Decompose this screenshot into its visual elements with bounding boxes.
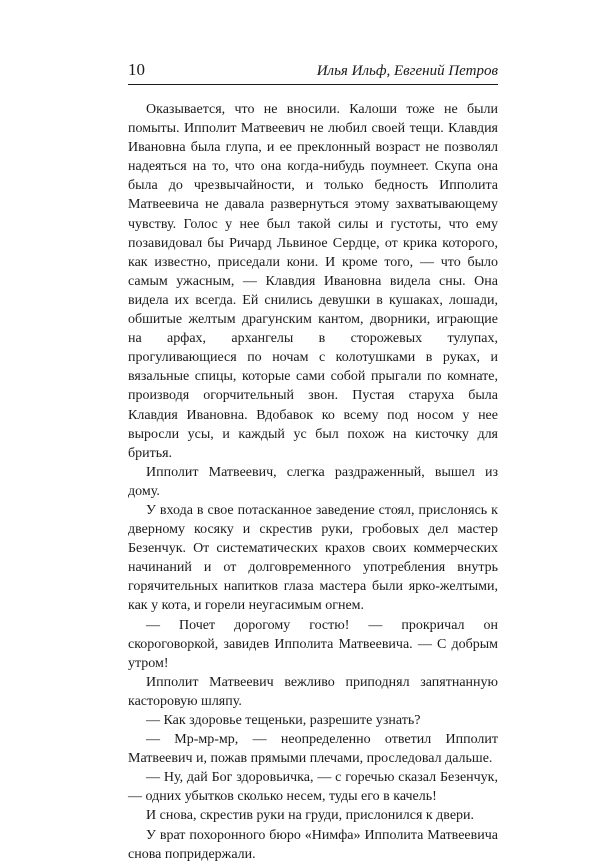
paragraph: И снова, скрестив руки на груди, прислонился к двери. [146, 808, 475, 824]
running-title: Илья Ильф, Евгений Петров [316, 63, 498, 79]
body-text [128, 100, 498, 864]
paragraph: — Ну, дай Бог здоровьичка, — с горечью сказал Безенчук, — одних убытков сколько несем, туды его в качель! [128, 770, 498, 805]
paragraph: Ипполит Матвеевич вежливо приподнял запятнанную касторовую шляпу. [128, 674, 498, 709]
header-rule [128, 84, 498, 85]
page-header [128, 58, 498, 80]
paragraph: — Как здоровье тещеньки, разрешите узнать? [146, 713, 421, 728]
page-number: 10 [128, 60, 145, 79]
paragraph: Ипполит Матвеевич, слегка раздраженный, вышел из дому. [128, 464, 498, 499]
paragraph: У входа в свое потасканное заведение стоял, прислонясь к дверному косяку и скрестив руки, гробовых дел мастер Безенчук. От систематических крахов своих коммерческих начинаний и от долговременного употребления внутрь горячительных напитков глаза мастера были ярко-желтыми, как у кота, и горели неугасимым огнем. [128, 502, 498, 614]
paragraph: У врат похоронного бюро «Нимфа» Ипполита Матвеевича снова попридержали. [128, 827, 498, 862]
paragraph: Оказывается, что не вносили. Калоши тоже не были помыты. Ипполит Матвеевич не любил своей тещи. Клавдия Ивановна была глупа, и ее преклонный возраст не позволял надеяться на то, что она когда-нибудь поумнеет. Скупа она была до чрезвычайности, и только бедность Ипполита Матвеевича не давала развернуться этому захватывающему чувству. Голос у нее был такой силы и густоты, что ему позавидовал бы Ричард Львиное Сердце, от крика которого, как известно, приседали кони. И кроме того, — что было самым ужасным, — Клавдия Ивановна видела сны. Она видела их всегда. Ей снились девушки в кушаках, лошади, обшитые желтым драгунским кантом, дворники, играющие на арфах, архангелы в сторожевых тулупах, прогуливающиеся по ночам с колотушками в руках, и вязальные спицы, которые сами собой прыгали по комнате, производя огорчительный звон. Пустая старуха была Клавдия Ивановна. Вдобавок ко всему под носом у нее выросли усы, и каждый ус был похож на кисточку для бритья. [128, 102, 498, 461]
paragraph: — Мр-мр-мр, — неопределенно ответил Ипполит Матвеевич и, пожав прямыми плечами, проследовал дальше. [128, 732, 498, 767]
paragraph: — Почет дорогому гостю! — прокричал он скороговоркой, завидев Ипполита Матвеевича. — С добрым утром! [128, 617, 498, 671]
